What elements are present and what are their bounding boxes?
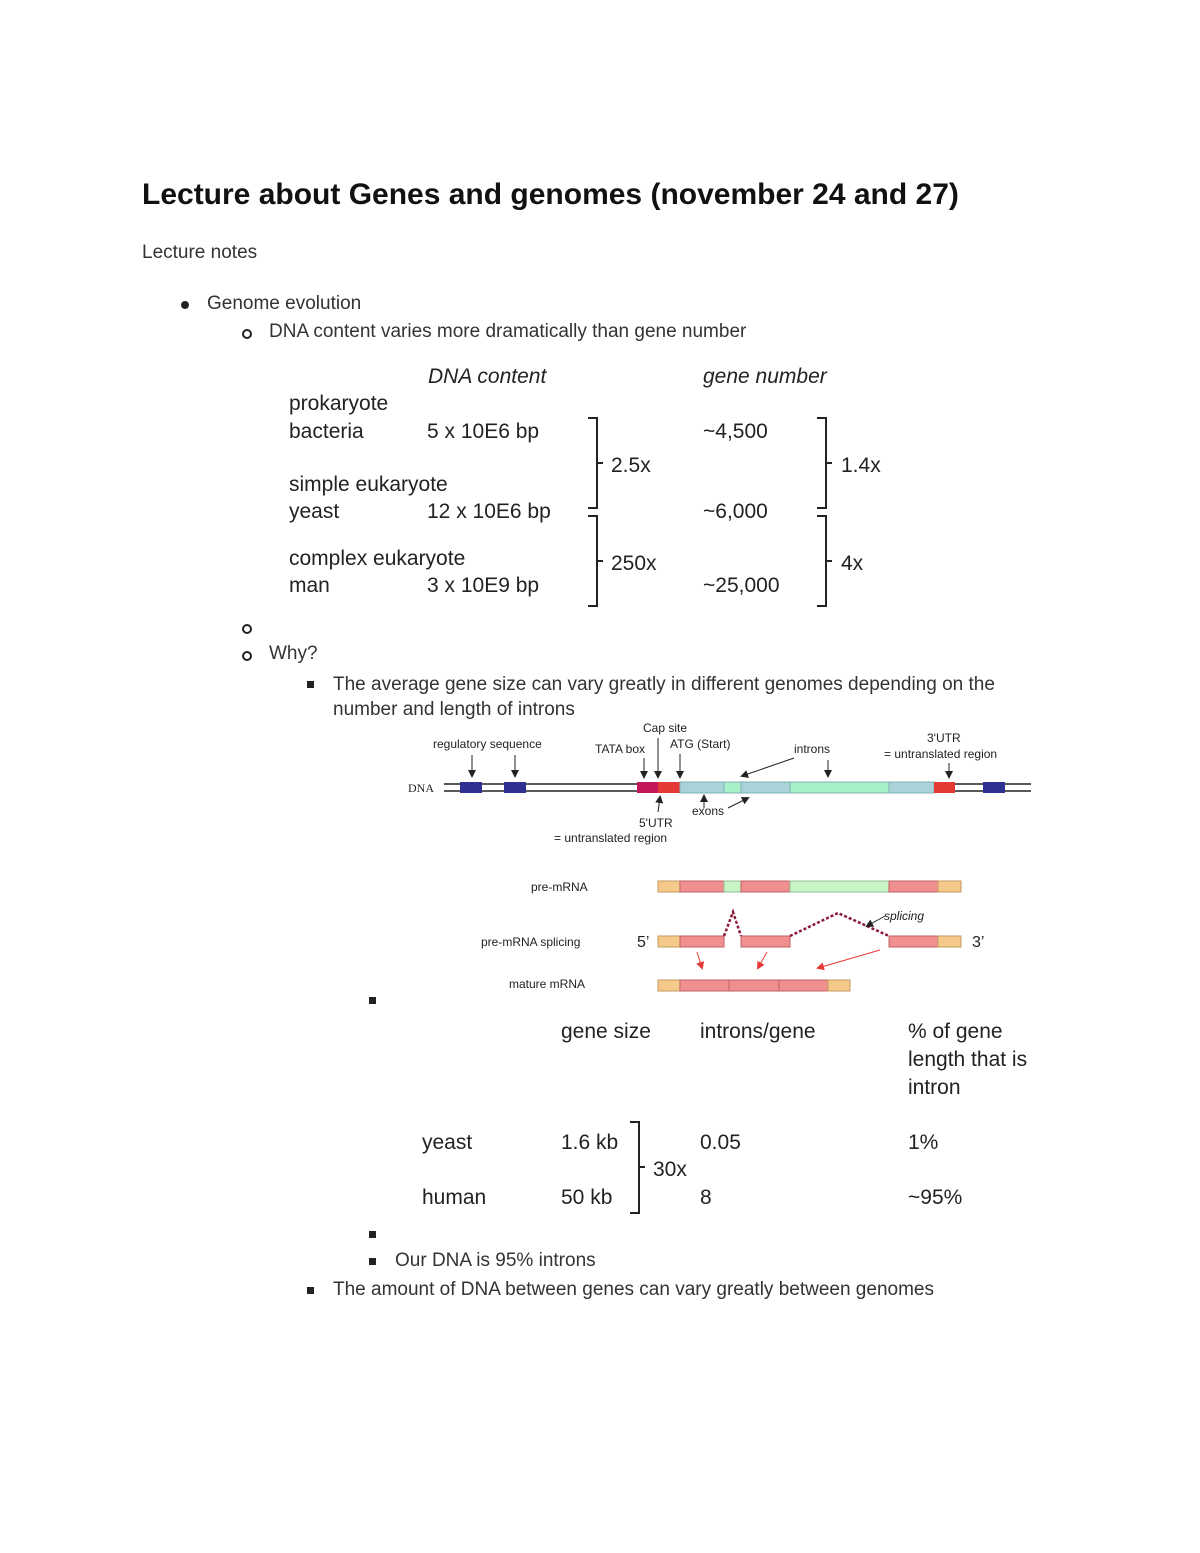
exon-block [741, 936, 790, 947]
label-5utr-sub: = untranslated region [554, 831, 668, 845]
label-mature-mrna: mature mRNA [509, 977, 586, 991]
label-atg: ATG (Start) [670, 737, 731, 751]
bracket-gene-size [630, 1122, 645, 1213]
introns-value: 0.05 [700, 1131, 741, 1154]
exon-block [680, 936, 724, 947]
group-label: prokaryote [289, 392, 389, 415]
organism-label: bacteria [289, 420, 364, 443]
dna-content-figure [289, 365, 881, 606]
bracket-dna-2 [588, 516, 603, 606]
organism-label: yeast [422, 1131, 473, 1154]
label-pre-mrna: pre-mRNA [531, 880, 588, 894]
ratio-gene-1: 1.4x [841, 454, 881, 477]
intron-loop [724, 912, 741, 936]
utr-block [828, 980, 850, 991]
header-pct-line1: % of gene [908, 1020, 1003, 1043]
exon-block [889, 881, 938, 892]
regulatory-block [983, 782, 1005, 793]
header-pct-line2: length that is [908, 1048, 1028, 1071]
gene-value: ~4,500 [703, 420, 768, 443]
bracket-gene-1 [817, 418, 832, 508]
label-introns: introns [794, 742, 831, 756]
gene-size-figure [422, 1020, 1027, 1213]
regulatory-block [460, 782, 482, 793]
introns-value: 8 [700, 1186, 712, 1209]
organism-label: human [422, 1186, 487, 1209]
label-splicing: splicing [884, 909, 925, 923]
label-tata: TATA box [595, 742, 646, 756]
header-pct-line3: intron [908, 1076, 961, 1099]
arrow [742, 758, 794, 776]
arrow [728, 798, 748, 808]
label-3utr-sub: = untranslated region [884, 747, 998, 761]
utr-block [938, 881, 961, 892]
gene-size-value: 1.6 kb [561, 1131, 619, 1154]
start-block [658, 782, 680, 793]
ratio-gene-2: 4x [841, 552, 864, 575]
bullet-our-dna: Our DNA is 95% introns [395, 1250, 596, 1271]
gene-structure-figure [408, 721, 1031, 991]
utr-block [658, 980, 680, 991]
exon-block [889, 936, 938, 947]
organism-label: man [289, 574, 330, 597]
splice-arrow [818, 950, 880, 968]
dna-value: 5 x 10E6 bp [427, 420, 540, 443]
pct-value: 1% [908, 1131, 939, 1154]
header-dna-content: DNA content [428, 365, 547, 388]
ratio-dna-2: 250x [611, 552, 657, 575]
label-cap: Cap site [643, 721, 688, 735]
label-exons: exons [692, 804, 725, 818]
header-gene-size: gene size [561, 1020, 651, 1043]
exon-block [741, 881, 790, 892]
group-label: simple eukaryote [289, 473, 448, 496]
exon-block [680, 881, 724, 892]
dna-value: 12 x 10E6 bp [427, 500, 551, 523]
label-dna: DNA [408, 781, 434, 795]
exon-block [889, 782, 934, 793]
arrow [867, 916, 885, 926]
label-5utr: 5'UTR [639, 816, 673, 830]
exon-block [779, 980, 828, 991]
splice-arrow [758, 952, 767, 968]
gene-value: ~25,000 [703, 574, 780, 597]
organism-label: yeast [289, 500, 340, 523]
ratio-gene-size: 30x [653, 1158, 687, 1181]
ratio-dna-1: 2.5x [611, 454, 651, 477]
arrow [658, 797, 660, 812]
page-title: Lecture about Genes and genomes (november 24 and 27) [142, 178, 959, 211]
utr-block [658, 936, 680, 947]
bracket-gene-2 [817, 516, 832, 606]
group-label: complex eukaryote [289, 547, 466, 570]
intron-block [790, 881, 889, 892]
gene-size-value: 50 kb [561, 1186, 613, 1209]
bullet-between-genes: The amount of DNA between genes can vary greatly between genomes [333, 1279, 934, 1300]
stop-block [934, 782, 955, 793]
label-pre-mrna-splicing: pre-mRNA splicing [481, 935, 581, 949]
intron-block [790, 782, 889, 793]
label-3-prime: 3’ [972, 934, 985, 951]
utr-block [658, 881, 680, 892]
regulatory-block [504, 782, 526, 793]
bullet-avg-gene-size: The average gene size can vary greatly in different genomes depending on the number and length of introns [333, 674, 995, 720]
exon-block [680, 782, 724, 793]
gene-value: ~6,000 [703, 500, 768, 523]
intron-block [724, 881, 741, 892]
dna-value: 3 x 10E9 bp [427, 574, 540, 597]
bullet-why: Why? [269, 643, 318, 664]
exon-block [741, 782, 790, 793]
exon-block [729, 980, 779, 991]
intron-block [724, 782, 741, 793]
bracket-dna-1 [588, 418, 603, 508]
label-regulatory: regulatory sequence [433, 737, 542, 751]
label-3utr: 3'UTR [927, 731, 961, 745]
bullet-genome-evolution: Genome evolution [207, 293, 362, 314]
tata-block [637, 782, 658, 793]
bullet-dna-varies: DNA content varies more dramatically than gene number [269, 321, 747, 342]
splice-arrow [697, 952, 702, 968]
header-introns-gene: introns/gene [700, 1020, 816, 1043]
header-gene-number: gene number [703, 365, 827, 388]
subtitle: Lecture notes [142, 242, 258, 263]
label-5-prime: 5’ [637, 934, 650, 951]
pct-value: ~95% [908, 1186, 963, 1209]
utr-block [938, 936, 961, 947]
exon-block [680, 980, 729, 991]
intron-loop [790, 913, 889, 936]
